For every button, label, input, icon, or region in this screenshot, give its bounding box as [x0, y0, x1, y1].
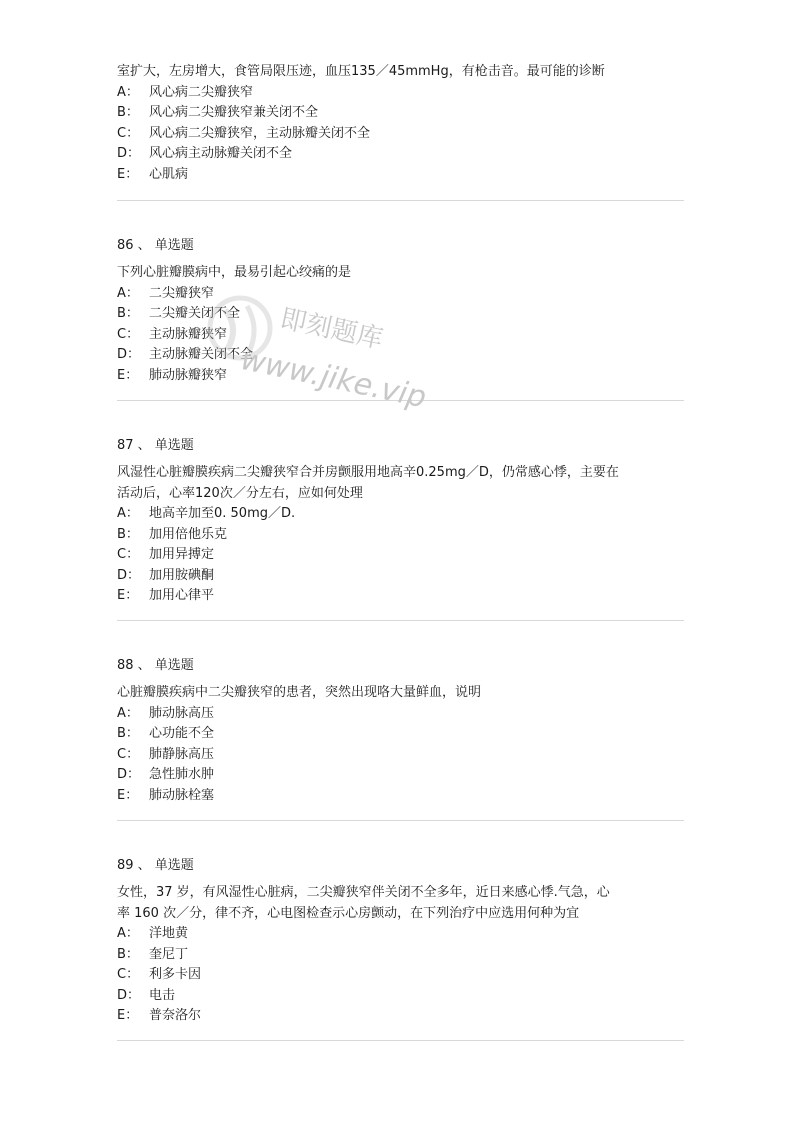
option-key: D： [117, 567, 141, 583]
option-text: 肺动脉瓣狭窄 [149, 367, 228, 383]
option-a[interactable] [117, 284, 351, 305]
option-key: C： [117, 746, 140, 762]
divider [117, 400, 684, 401]
option-text: 心功能不全 [149, 726, 215, 741]
option-b[interactable] [117, 724, 481, 745]
option-e[interactable] [117, 366, 351, 387]
divider [117, 200, 684, 201]
option-key: C： [117, 326, 140, 342]
question-stem-line-1: 风湿性心脏瓣膜疾病二尖瓣狭窄合并房颤服用地高辛0.25mg／D，仍常感心悸，主要在 [117, 465, 619, 480]
question-85 [117, 62, 605, 185]
watermark-cn: 即刻题库 [277, 303, 386, 355]
divider [117, 620, 684, 621]
watermark-url: www.jike.vip [237, 342, 430, 416]
option-text: 加用异搏定 [149, 547, 215, 562]
option-text: 肺动脉高压 [149, 705, 215, 721]
option-key: A： [117, 926, 139, 941]
option-key: E： [117, 367, 139, 383]
option-key: B： [117, 726, 139, 741]
option-e[interactable] [117, 165, 605, 186]
option-key: D： [117, 347, 141, 362]
option-text: 加用心律平 [149, 588, 215, 603]
question-stem: 室扩大，左房增大，食管局限压迹，血压135／45mmHg，有枪击音。最可能的诊断 [117, 64, 605, 79]
question-stem-line-2: 活动后，心率120次／分左右，应如何处理 [117, 485, 363, 501]
option-text: 主动脉瓣狭窄 [149, 326, 228, 342]
option-e[interactable] [117, 1006, 610, 1027]
option-b[interactable] [117, 525, 619, 546]
question-header: 88 、 单选题 [117, 658, 194, 673]
question-header: 89 、 单选题 [117, 858, 194, 873]
option-a[interactable] [117, 704, 481, 725]
option-text: 风心病二尖瓣狭窄，主动脉瓣关闭不全 [149, 125, 371, 141]
option-d[interactable] [117, 566, 619, 587]
option-key: B： [117, 306, 139, 321]
option-key: A： [117, 705, 139, 721]
option-text: 普奈洛尔 [149, 1008, 202, 1023]
option-c[interactable] [117, 965, 610, 986]
option-d[interactable] [117, 144, 605, 165]
option-text: 肺静脉高压 [149, 746, 215, 762]
option-text: 二尖瓣狭窄 [149, 285, 215, 301]
option-key: C： [117, 967, 140, 982]
option-a[interactable] [117, 504, 619, 525]
option-c[interactable] [117, 124, 605, 145]
divider [117, 820, 684, 821]
option-text: 心肌病 [149, 166, 189, 182]
option-key: B： [117, 526, 139, 542]
option-text: 肺动脉栓塞 [149, 787, 215, 803]
option-key: B： [117, 105, 139, 120]
option-d[interactable] [117, 345, 351, 366]
option-c[interactable] [117, 325, 351, 346]
question-stem-line-1: 女性，37 岁，有风湿性心脏病，二尖瓣狭窄伴关闭不全多年，近日来感心悸.气急，心 [117, 885, 610, 900]
question-stem: 心脏瓣膜疾病中二尖瓣狭窄的患者，突然出现咯大量鲜血，说明 [117, 685, 482, 700]
divider [117, 1040, 684, 1041]
option-text: 二尖瓣关闭不全 [149, 306, 241, 321]
option-key: D： [117, 146, 141, 161]
option-text: 洋地黄 [149, 926, 189, 941]
option-c[interactable] [117, 545, 619, 566]
option-text: 风心病主动脉瓣关闭不全 [149, 146, 293, 161]
option-c[interactable] [117, 745, 481, 766]
option-b[interactable] [117, 945, 610, 966]
question-header: 86 、 单选题 [117, 238, 194, 253]
option-key: E： [117, 166, 139, 182]
option-key: B： [117, 946, 139, 962]
option-text: 电击 [149, 987, 176, 1003]
question-89 [117, 856, 610, 1027]
question-86 [117, 236, 351, 386]
question-header: 87 、 单选题 [117, 438, 194, 453]
option-key: C： [117, 547, 140, 562]
option-e[interactable] [117, 786, 481, 807]
option-text: 加用倍他乐克 [149, 526, 228, 542]
question-88 [117, 656, 481, 806]
option-key: A： [117, 506, 139, 521]
option-key: D： [117, 987, 141, 1003]
option-key: E： [117, 787, 139, 803]
option-text: 风心病二尖瓣狭窄 [149, 84, 254, 100]
option-text: 奎尼丁 [149, 946, 189, 962]
question-stem-line-2: 率 160 次／分，律不齐，心电图检查示心房颤动，在下列治疗中应选用何种为宜 [117, 905, 580, 921]
option-key: A： [117, 84, 139, 100]
option-a[interactable] [117, 83, 605, 104]
option-key: E： [117, 588, 139, 603]
option-b[interactable] [117, 103, 605, 124]
option-key: A： [117, 285, 139, 301]
option-key: E： [117, 1008, 139, 1023]
option-e[interactable] [117, 586, 619, 607]
option-d[interactable] [117, 986, 610, 1007]
option-key: C： [117, 125, 140, 141]
option-a[interactable] [117, 924, 610, 945]
question-87 [117, 436, 619, 607]
option-text: 地高辛加至0. 50mg／D. [149, 506, 296, 521]
option-b[interactable] [117, 304, 351, 325]
option-text: 急性肺水肿 [149, 767, 215, 782]
option-text: 加用胺碘酮 [149, 567, 215, 583]
question-stem: 下列心脏瓣膜病中，最易引起心绞痛的是 [117, 265, 352, 280]
option-text: 主动脉瓣关闭不全 [149, 347, 254, 362]
option-text: 利多卡因 [149, 967, 202, 982]
option-text: 风心病二尖瓣狭窄兼关闭不全 [149, 105, 319, 120]
option-d[interactable] [117, 765, 481, 786]
option-key: D： [117, 767, 141, 782]
